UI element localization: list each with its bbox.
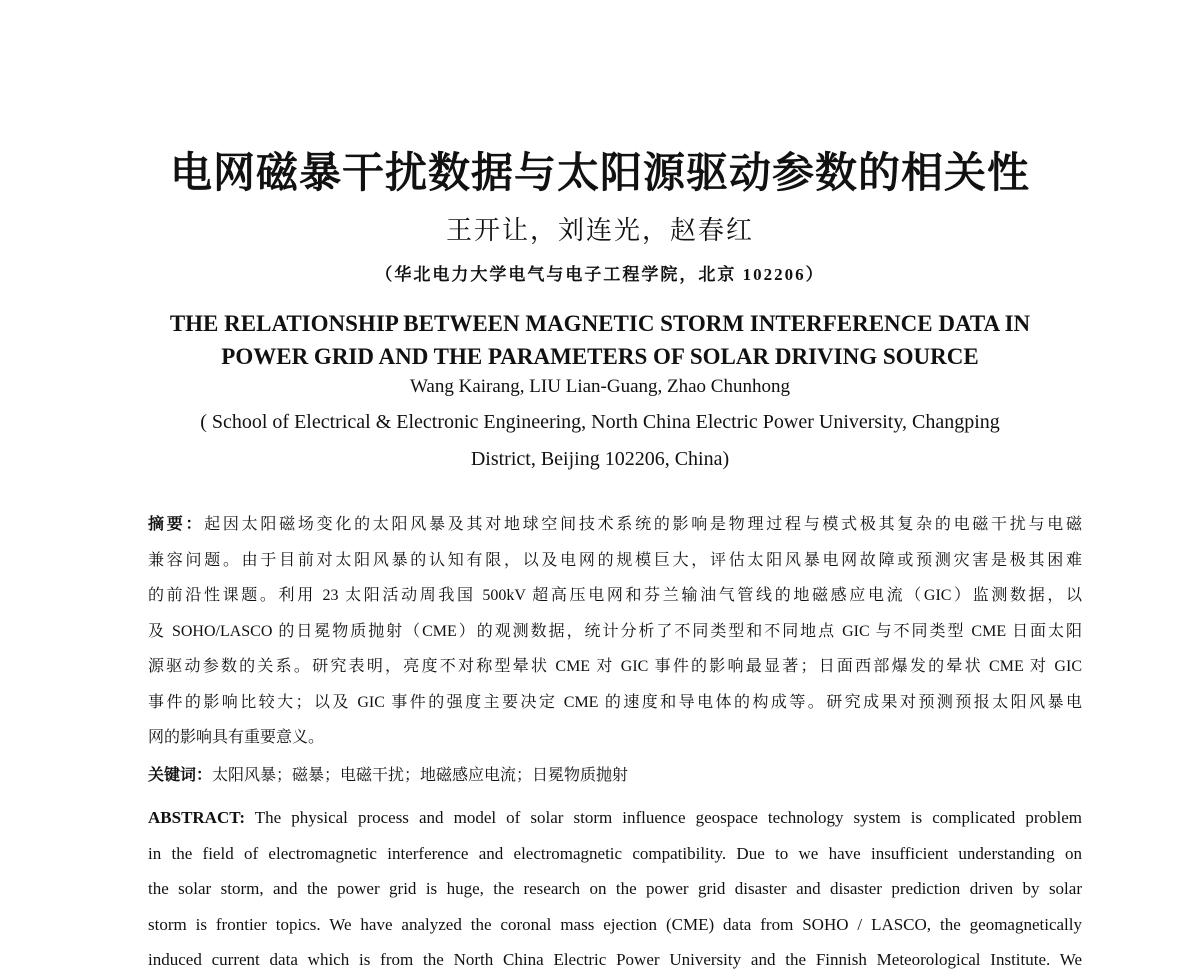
abstract-en-label: ABSTRACT: bbox=[148, 808, 245, 827]
abstract-en-line: storm is frontier topics. We have analyzed the coronal mass ejection (CME) data from SOHO / LASCO, the geomagnetically bbox=[148, 914, 1082, 934]
keywords-label: 关键词： bbox=[148, 767, 213, 784]
paper-title-en-line: THE RELATIONSHIP BETWEEN MAGNETIC STORM INTERFERENCE DATA IN bbox=[169, 311, 1031, 336]
abstract-en-line: induced current data which is from the North China Electric Power University and the Finnish Meteorological Institute. We bbox=[148, 950, 1082, 969]
abstract-cn-label: 摘要： bbox=[148, 516, 205, 533]
abstract-en-line: The physical process and model of solar storm influence geospace technology system is complicated problem bbox=[244, 808, 1082, 827]
affiliation-cn: （华北电力大学电气与电子工程学院，北京 102206） bbox=[375, 265, 825, 284]
affiliation-en-line: ( School of Electrical & Electronic Engineering, North China Electric Power University, Changping bbox=[200, 411, 1000, 433]
paper-title-cn: 电网磁暴干扰数据与太阳源驱动参数的相关性 bbox=[169, 148, 1030, 197]
abstract-en-line: the solar storm, and the power grid is huge, the research on the power grid disaster and disaster prediction driven by solar bbox=[148, 879, 1082, 898]
abstract-cn-line: 及 SOHO/LASCO 的日冕物质抛射（CME）的观测数据，统计分析了不同类型和不同地点 GIC 与不同类型 CME 日面太阳 bbox=[148, 622, 1082, 640]
abstract-en-line: in the field of electromagnetic interference and electromagnetic compatibility. Due to we have insufficient understanding on bbox=[148, 843, 1082, 863]
keywords-cn bbox=[148, 758, 1082, 794]
abstract-cn-line: 网的影响具有重要意义。 bbox=[148, 729, 325, 746]
paper-title-en-line: POWER GRID AND THE PARAMETERS OF SOLAR DRIVING SOURCE bbox=[221, 344, 979, 369]
abstract-cn bbox=[148, 507, 1082, 756]
keywords-text: 太阳风暴；磁暴；电磁干扰；地磁感应电流；日冕物质抛射 bbox=[212, 767, 629, 784]
authors-cn: 王开让，刘连光，赵春红 bbox=[445, 216, 754, 245]
abstract-cn-line: 源驱动参数的关系。研究表明，亮度不对称型晕状 CME 对 GIC 事件的影响最显著；日面西部爆发的晕状 CME 对 GIC bbox=[148, 658, 1082, 675]
abstract-cn-line: 的前沿性课题。利用 23 太阳活动周我国 500kV 超高压电网和芬兰输油气管线的地磁感应电流（GIC）监测数据，以 bbox=[148, 587, 1082, 604]
abstract-cn-line: 事件的影响比较大；以及 GIC 事件的强度主要决定 CME 的速度和导电体的构成等。研究成果对预测预报太阳风暴电 bbox=[148, 693, 1082, 711]
abstract-cn-line: 起因太阳磁场变化的太阳风暴及其对地球空间技术系统的影响是物理过程与模式极其复杂的电磁干扰与电磁 bbox=[204, 516, 1082, 533]
abstract-en bbox=[148, 800, 1082, 978]
affiliation-en-line: District, Beijing 102206, China) bbox=[470, 448, 730, 470]
authors-en: Wang Kairang, LIU Lian-Guang, Zhao Chunhong bbox=[410, 376, 790, 397]
abstract-cn-line: 兼容问题。由于目前对太阳风暴的认知有限，以及电网的规模巨大，评估太阳风暴电网故障或预测灾害是极其困难 bbox=[148, 551, 1082, 569]
